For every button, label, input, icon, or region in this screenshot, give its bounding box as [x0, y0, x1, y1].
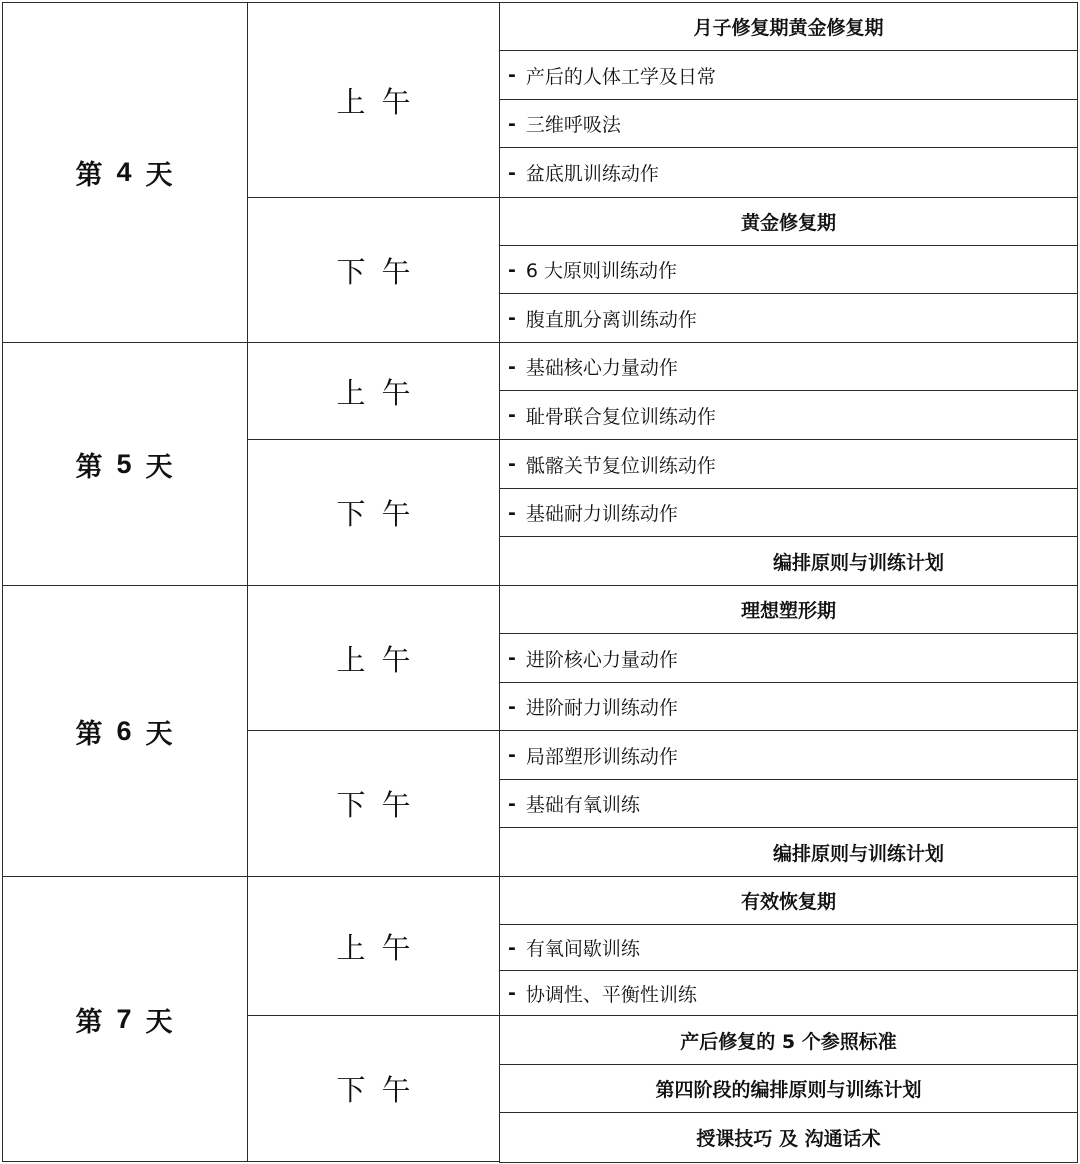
period-label: 上午 [336, 375, 427, 410]
period-label: 下午 [336, 497, 427, 531]
day-prefix: 第 [75, 1006, 105, 1038]
section-heading-text: 黄金修复期 [740, 212, 836, 234]
day-number: 5 [116, 448, 134, 479]
day-6-pm-cell [247, 730, 500, 877]
topic-item-row [499, 245, 1078, 294]
section-heading-row [499, 1064, 1078, 1113]
section-heading-text: 有效恢复期 [740, 891, 836, 913]
day-prefix: 第 [75, 160, 105, 191]
topic-item-text: 盆底肌训练动作 [525, 163, 659, 185]
section-heading-row [499, 536, 1078, 586]
topic-item-text: 耻骨联合复位训练动作 [525, 405, 716, 428]
section-heading-row [499, 2, 1078, 51]
period-label: 下午 [336, 254, 427, 289]
bullet-dash: - [508, 982, 516, 1004]
day-number: 4 [116, 157, 134, 187]
bullet-dash: - [508, 307, 516, 329]
bullet-dash: - [508, 112, 516, 135]
bullet-dash: - [508, 936, 516, 959]
bullet-dash: - [508, 355, 516, 378]
day-7-pm-cell [247, 1015, 500, 1162]
topic-item-text: 产后的人体工学及日常 [525, 65, 716, 88]
topic-item-row [499, 439, 1078, 489]
section-heading-text: 编排原则与训练计划 [772, 551, 944, 574]
topic-item-text: 三维呼吸法 [525, 114, 621, 136]
topic-item-row [499, 50, 1078, 100]
bullet-dash: - [508, 161, 516, 184]
section-heading-row [499, 1112, 1078, 1163]
section-heading-row [499, 197, 1078, 246]
topic-item-text: 基础有氧训练 [525, 794, 640, 816]
section-heading-row [499, 1015, 1078, 1065]
period-label: 上午 [336, 642, 427, 677]
day-5-cell [2, 342, 248, 586]
section-heading-row [499, 827, 1078, 877]
topic-item-row [499, 390, 1078, 440]
topic-item-text: 基础耐力训练动作 [525, 503, 678, 525]
topic-item-text: 进阶核心力量动作 [525, 648, 678, 671]
topic-item-row [499, 779, 1078, 828]
section-heading-text: 第四阶段的编排原则与训练计划 [655, 1079, 922, 1101]
bullet-dash: - [508, 453, 516, 475]
day-suffix: 天 [145, 451, 175, 483]
day-suffix: 天 [145, 160, 175, 191]
section-heading-text: 授课技巧 及 沟通话术 [696, 1128, 881, 1150]
bullet-dash: - [508, 501, 516, 524]
day-4-cell [2, 2, 248, 343]
period-label: 下午 [336, 788, 427, 822]
section-heading-text: 编排原则与训练计划 [772, 842, 944, 865]
day-4-am-cell [247, 2, 500, 198]
topic-item-row [499, 293, 1078, 343]
bullet-dash: - [508, 258, 516, 281]
section-heading-text: 产后修复的 5 个参照标准 [680, 1030, 897, 1053]
bullet-dash: - [508, 647, 516, 669]
topic-item-row [499, 730, 1078, 780]
bullet-dash: - [508, 404, 516, 426]
topic-item-row [499, 488, 1078, 537]
day-5-am-cell [247, 342, 500, 440]
topic-item-text: 进阶耐力训练动作 [525, 697, 678, 719]
section-heading-text: 理想塑形期 [740, 600, 836, 622]
day-5-pm-cell [247, 439, 500, 586]
day-7-am-cell [247, 876, 500, 1016]
topic-item-text: 协调性、平衡性训练 [525, 983, 697, 1006]
topic-item-row [499, 924, 1078, 971]
topic-item-row [499, 342, 1078, 391]
day-number: 7 [116, 1003, 134, 1034]
period-label: 下午 [336, 1073, 427, 1107]
bullet-dash: - [508, 744, 516, 766]
topic-item-row [499, 99, 1078, 148]
day-suffix: 天 [145, 718, 175, 750]
bullet-dash: - [508, 64, 516, 86]
section-heading-text: 月子修复期黄金修复期 [693, 17, 884, 39]
period-label: 上午 [336, 84, 427, 119]
schedule-table [2, 2, 1078, 1162]
day-6-cell [2, 585, 248, 877]
bullet-dash: - [508, 695, 516, 718]
topic-item-text: 6 大原则训练动作 [525, 260, 678, 282]
day-prefix: 第 [75, 451, 105, 483]
topic-item-text: 腹直肌分离训练动作 [525, 308, 697, 331]
topic-item-row [499, 633, 1078, 683]
topic-item-text: 基础核心力量动作 [525, 357, 678, 379]
day-prefix: 第 [75, 718, 105, 750]
topic-item-row [499, 970, 1078, 1016]
section-heading-row [499, 585, 1078, 634]
topic-item-text: 骶髂关节复位训练动作 [525, 454, 716, 477]
day-number: 6 [116, 715, 134, 746]
period-label: 上午 [336, 930, 427, 965]
topic-item-text: 局部塑形训练动作 [525, 745, 678, 768]
topic-item-text: 有氧间歇训练 [525, 938, 640, 960]
day-suffix: 天 [145, 1006, 175, 1038]
day-6-am-cell [247, 585, 500, 731]
day-4-pm-cell [247, 197, 500, 343]
topic-item-row [499, 682, 1078, 731]
section-heading-row [499, 876, 1078, 925]
bullet-dash: - [508, 792, 516, 815]
topic-item-row [499, 147, 1078, 198]
day-7-cell [2, 876, 248, 1162]
